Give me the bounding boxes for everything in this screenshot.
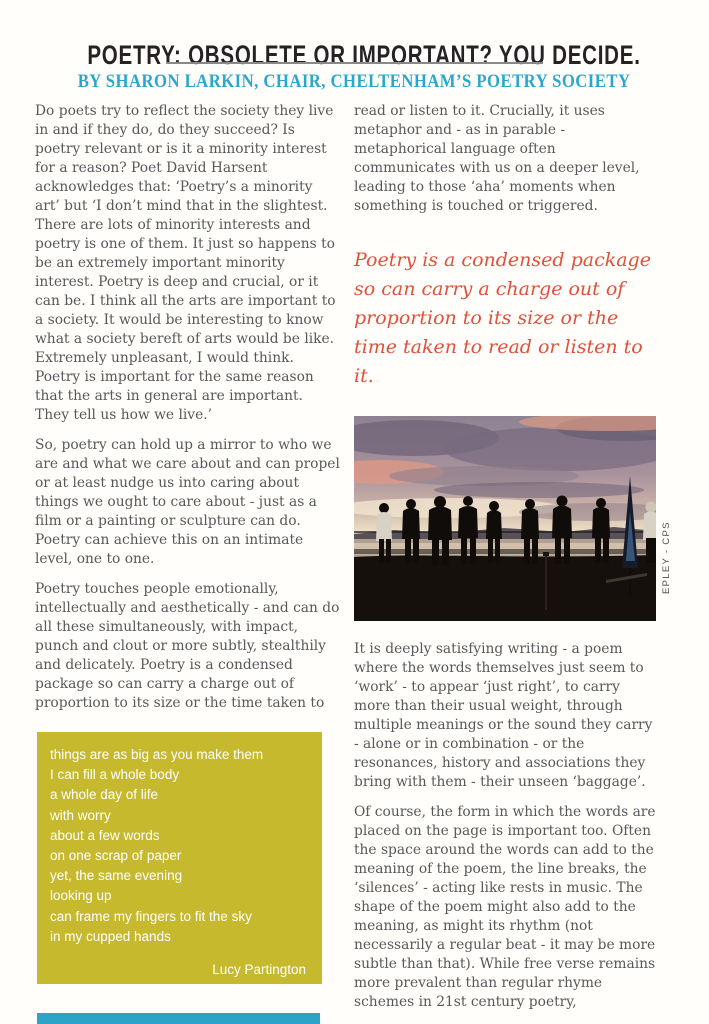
poem-line: things are as big as you make them	[50, 747, 264, 762]
photo-credit: EPLEY - CPS	[661, 521, 672, 594]
byline: BY SHARON LARKIN, CHAIR, CHELTENHAM’S POETRY SOCIETY	[78, 71, 631, 92]
poem-line: on one scrap of paper	[50, 848, 182, 864]
body-paragraph: So, poetry can hold up a mirror to who we are and what we care about and can propel or at least nudge us into caring about things we ought to care about - just as a film or a painting or sculpture can do. Poetry can achieve this on an intimate level, one to one.	[35, 437, 340, 567]
body-paragraph: Poetry touches people emotionally, intellectually and aesthetically - and can do all these simultaneously, with impact, punch and clout or more subtly, stealthily and delicately. Poetry is a condensed package so can carry a charge out of proportion to its size or the time taken to	[35, 581, 340, 711]
body-paragraph: Do poets try to reflect the society they live in and if they do, do they succeed? Is poetry relevant or is it a minority interest for a reason? Poet David Harsent acknowledges that: ‘Poetry’s a minority art’ but ‘I don’t mind that in the slightest. There are lots of minority interests and poetry is one of them. It just so happens to be an extremely important minority interest. Poetry is deep and crucial, or it can be. I think all the arts are important to a society. It would be interesting to know what a society bereft of arts would be like. Extremely unpleasant, I would think. Poetry is important for the same reason that the arts in general are important. They tell us how we live.’	[35, 103, 336, 423]
poem-line: can frame my fingers to fit the sky	[50, 908, 252, 924]
poem-line: in my cupped hands	[50, 928, 171, 944]
body-paragraph: Of course, the form in which the words are placed on the page is important too. Often the space around the words can add to the meaning of the poem, the line breaks, the ‘silences’ - acting like rests in music. The shape of the poem might also add to the meaning, as might its rhythm (not necessarily a regular beat - it may be more subtle than that). While free verse remains more prevalent than regular rhyme schemes in 21st century poetry,	[354, 804, 656, 1010]
pull-quote: Poetry is a condensed package so can carry a charge out of proportion to its size or the time taken to read or listen to it.	[354, 249, 651, 387]
sunset-photo	[354, 416, 656, 621]
poem-line: yet, the same evening	[50, 868, 183, 884]
sunset-photo-illustration	[354, 416, 656, 621]
page-title: POETRY: OBSOLETE OR IMPORTANT? YOU DECIDE.	[87, 40, 641, 71]
article-column-left	[35, 102, 341, 724]
footer-accent-bar	[37, 1013, 320, 1024]
article-column-right	[354, 102, 660, 1012]
poem-line: looking up	[50, 888, 112, 904]
poem-line: with worry	[50, 807, 111, 823]
poem-line: I can fill a whole body	[50, 767, 180, 783]
title-divider	[167, 62, 543, 64]
poem-attribution: Lucy Partington	[212, 962, 306, 978]
poem-box	[37, 732, 322, 984]
poem-line: about a few words	[50, 827, 160, 843]
body-paragraph: read or listen to it. Crucially, it uses metaphor and - as in parable - metaphorical language often communicates with us on a deeper level, leading to those ‘aha’ moments when something is touched or triggered.	[354, 103, 640, 214]
body-paragraph: It is deeply satisfying writing - a poem where the words themselves just seem to ‘work’ - to appear ‘just right’, to carry more than their usual weight, through multiple meanings or the sound they carry - alone or in combination - or the resonances, history and associations they bring with them - their unseen ‘baggage’.	[354, 641, 653, 790]
poem-line: a whole day of life	[50, 787, 159, 803]
